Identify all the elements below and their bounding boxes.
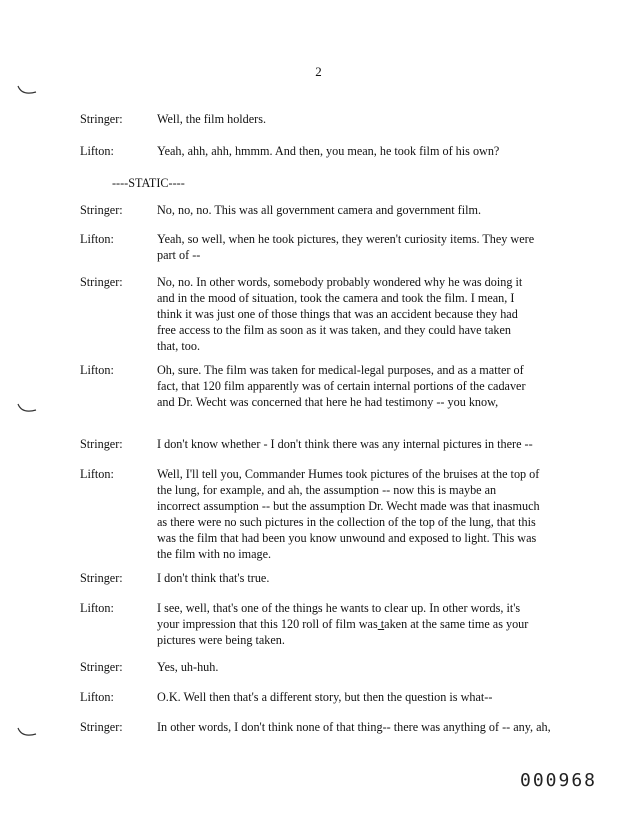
speaker-label: Stringer: (80, 437, 123, 451)
speech-text: No, no, no. This was all government camera and government film. (157, 203, 482, 217)
punch-mark-bottom (16, 726, 38, 740)
speaker-label: Stringer: (80, 571, 123, 585)
speaker-label: Stringer: (80, 112, 123, 126)
document-number: 000968 (520, 770, 598, 791)
speaker-label: Stringer: (80, 203, 123, 217)
speaker-label: Lifton: (80, 144, 114, 158)
speech-text: Oh, sure. The film was taken for medical-legal purposes, and as a matter of fact, that 120 film apparently was of certain internal portions of the cadaver and Dr. Wecht was concerned that here he had testimony -- you know, (157, 363, 526, 409)
speech-text: I see, well, that's one of the things he wants to clear up. In other words, it's your impression that this 120 roll of film was taken at the same time as your pictures were being taken. (157, 601, 529, 647)
punch-mark-top (16, 84, 38, 98)
speech-text: I don't know whether - I don't think there was any internal pictures in there -- (157, 437, 533, 451)
punch-mark-middle (16, 402, 38, 416)
speaker-label: Lifton: (80, 601, 114, 615)
speaker-label: Lifton: (80, 363, 114, 377)
speech-text: O.K. Well then that's a different story, but then the question is what-- (157, 690, 493, 704)
speaker-label: Stringer: (80, 660, 123, 674)
page-number: 2 (315, 64, 322, 79)
speaker-label: Lifton: (80, 232, 114, 246)
speech-text: In other words, I don't think none of that thing-- there was anything of -- any, ah, (157, 720, 551, 734)
speech-text: Well, I'll tell you, Commander Humes took pictures of the bruises at the top of the lung, for example, and ah, the assumption -- now this is maybe an incorrect assumption -- but the assumption Dr. Wecht made was that inasmuch as there were no such pictures in the collection of the top of the lung, that this was the film that had been you know unwound and exposed to light. This was the film with no image. (157, 467, 540, 561)
speech-text: Yeah, ahh, ahh, hmmm. And then, you mean, he took film of his own? (157, 144, 500, 158)
speech-text: Yes, uh-huh. (157, 660, 219, 674)
static-note: ----STATIC---- (112, 176, 185, 190)
speaker-label: Lifton: (80, 467, 114, 481)
speech-text: Yeah, so well, when he took pictures, they weren't curiosity items. They were part of -- (157, 232, 535, 262)
speech-text: I don't think that's true. (157, 571, 270, 585)
speech-text: No, no. In other words, somebody probably wondered why he was doing it and in the mood of situation, took the camera and took the film. I mean, I think it was just one of those things that was an accident because they had free access to the film as soon as it was taken, and they could have taken that, too. (157, 275, 523, 353)
speaker-label: Lifton: (80, 690, 114, 704)
speech-text: Well, the film holders. (157, 112, 267, 126)
speaker-label: Stringer: (80, 275, 123, 289)
speaker-label: Stringer: (80, 720, 123, 734)
